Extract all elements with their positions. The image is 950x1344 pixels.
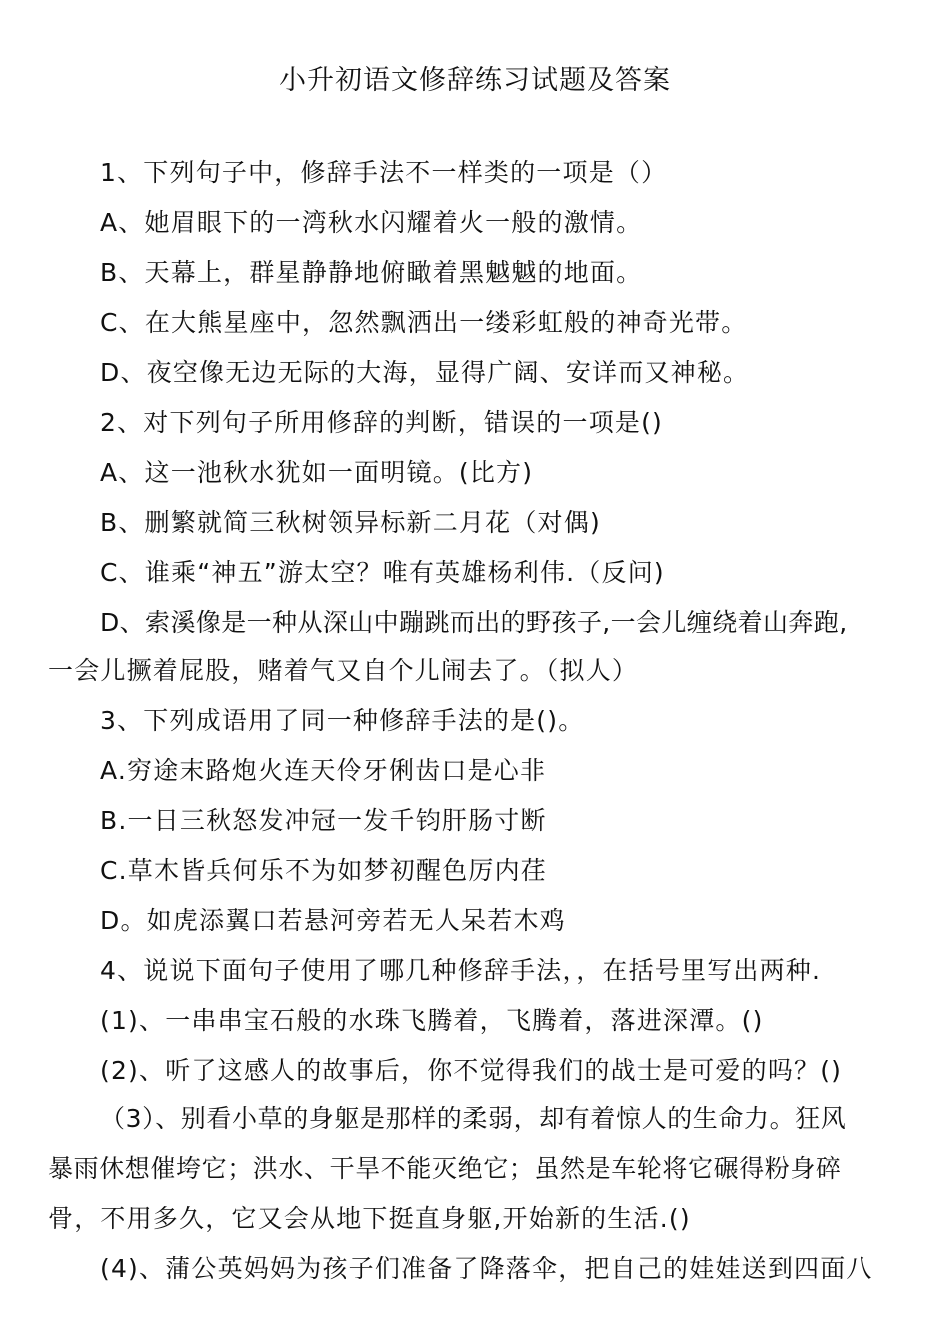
document-title: 小升初语文修辞练习试题及答案 bbox=[279, 65, 671, 96]
question-3-option-b: B.一日三秋怒发冲冠一发千钧肝肠寸断 bbox=[100, 806, 547, 835]
question-4-item-3-continued-1: 暴雨休想催垮它；洪水、干旱不能灭绝它；虽然是车轮将它碾得粉身碎 bbox=[48, 1154, 842, 1183]
question-4-item-3-continued-2: 骨，不用多久，它又会从地下挺直身躯,开始新的生活.() bbox=[48, 1204, 691, 1233]
question-2-option-d-continued: 一会儿撅着屁股，赌着气又自个儿闹去了。（拟人） bbox=[48, 656, 639, 685]
question-2-option-b: B、删繁就简三秋树领异标新二月花（对偶) bbox=[100, 508, 601, 537]
question-3: 3、下列成语用了同一种修辞手法的是()。 bbox=[100, 706, 585, 735]
question-3-option-d: D。如虎添翼口若悬河旁若无人呆若木鸡 bbox=[100, 906, 566, 935]
question-2: 2、对下列句子所用修辞的判断，错误的一项是() bbox=[100, 408, 664, 437]
question-4-item-4: (4)、蒲公英妈妈为孩子们准备了降落伞，把自己的娃娃送到四面八 bbox=[100, 1254, 873, 1283]
question-4-item-3: （3）、别看小草的身躯是那样的柔弱，却有着惊人的生命力。狂风 bbox=[100, 1104, 847, 1133]
question-1-option-a: A、她眉眼下的一湾秋水闪耀着火一般的激情。 bbox=[100, 208, 643, 237]
question-3-option-a: A.穷途末路炮火连天伶牙俐齿口是心非 bbox=[100, 756, 547, 785]
question-4-item-2: (2)、听了这感人的故事后，你不觉得我们的战士是可爱的吗？() bbox=[100, 1056, 843, 1085]
question-2-option-d: D、索溪像是一种从深山中蹦跳而出的野孩子,一会儿缠绕着山奔跑, bbox=[100, 608, 848, 637]
question-1-option-c: C、在大熊星座中，忽然飘洒出一缕彩虹般的神奇光带。 bbox=[100, 308, 748, 337]
question-1-option-b: B、天幕上，群星静静地俯瞰着黑魆魆的地面。 bbox=[100, 258, 643, 287]
question-3-option-c: C.草木皆兵何乐不为如梦初醒色厉内荏 bbox=[100, 856, 548, 885]
question-4: 4、说说下面句子使用了哪几种修辞手法，，在括号里写出两种. bbox=[100, 956, 822, 985]
question-1-option-d: D、夜空像无边无际的大海，显得广阔、安详而又神秘。 bbox=[100, 358, 750, 387]
question-4-item-1: (1)、一串串宝石般的水珠飞腾着，飞腾着，落进深潭。() bbox=[100, 1006, 764, 1035]
question-1: 1、下列句子中，修辞手法不一样类的一项是（） bbox=[100, 158, 668, 187]
question-2-option-c: C、谁乘“神五”游太空？唯有英雄杨利伟.（反问) bbox=[100, 558, 665, 587]
question-2-option-a: A、这一池秋水犹如一面明镜。(比方) bbox=[100, 458, 534, 487]
